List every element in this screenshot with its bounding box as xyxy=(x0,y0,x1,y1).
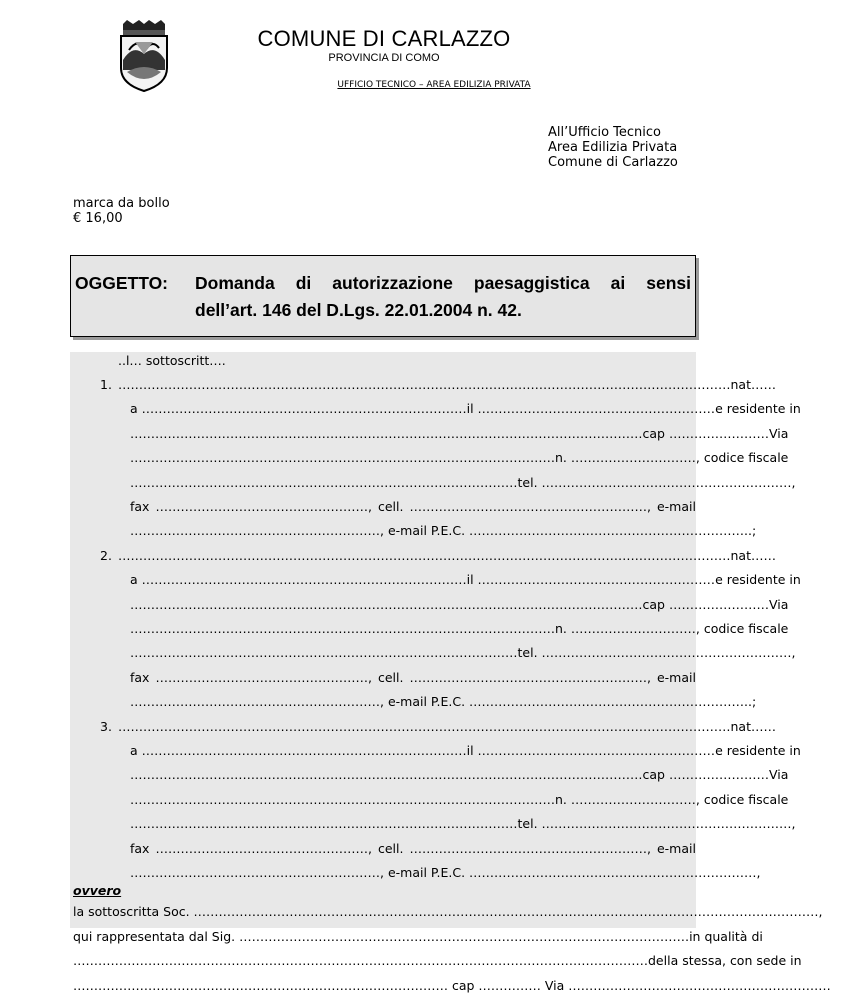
company-field-row[interactable] xyxy=(73,977,831,995)
form-field-text: tel. ……………………………………………………, xyxy=(517,645,796,661)
form-intro: ..l… sottoscritt…. xyxy=(118,353,226,368)
form-field-text: n. …………………………, codice fiscale xyxy=(555,621,789,636)
form-field-text: ……………………………………………………, e-mail P.E.C. …………………………………………………………..; xyxy=(130,523,757,539)
form-field-text: Via xyxy=(768,596,789,612)
person-1-field-row[interactable] xyxy=(118,376,776,394)
person-1-field-row[interactable] xyxy=(130,449,789,467)
person-2-field-row[interactable] xyxy=(118,547,776,565)
form-field-text: cap …………………… xyxy=(642,596,769,612)
office-heading: UFFICIO TECNICO – AREA EDILIZIA PRIVATA xyxy=(337,80,531,90)
subject-line-2: dell’art. 146 del D.Lgs. 22.01.2004 n. 42. xyxy=(195,300,522,320)
form-field-text: ………………………………………………………………………………………… xyxy=(130,450,555,466)
form-field-text: …………………………………………………, xyxy=(409,499,651,514)
person-2-field-row[interactable] xyxy=(130,620,789,638)
person-2-field-row[interactable] xyxy=(130,693,757,711)
municipality-title: COMUNE DI CARLAZZO xyxy=(257,26,511,51)
form-field-text: ………………………………………………………………………………………… xyxy=(130,791,555,807)
addressee-block xyxy=(548,125,678,170)
form-field-text: ……………………………………………………, e-mail P.E.C. …………………………………………………………..; xyxy=(130,694,757,710)
form-field-text: fax xyxy=(130,499,150,514)
form-field-text: a …………………………………………………………………… xyxy=(130,743,467,758)
person-2-field-row[interactable] xyxy=(130,596,789,614)
person-3-field-row[interactable] xyxy=(130,766,789,784)
form-field-text: Via xyxy=(768,425,789,441)
addressee-line: Area Edilizia Privata xyxy=(548,140,678,155)
form-field-text: ………………………………………………………………………………………… xyxy=(130,621,555,636)
form-field-text: ………………………………………………………………………………… xyxy=(130,816,518,832)
subject-label: OGGETTO: xyxy=(75,273,169,293)
company-field-row[interactable] xyxy=(73,952,802,970)
form-field-text: tel. ……………………………………………………, xyxy=(517,816,796,832)
form-field-text: fax xyxy=(130,669,150,685)
form-field-text: e-mail xyxy=(656,499,696,514)
person-3-field-row[interactable] xyxy=(130,815,796,833)
form-field-text: n. …………………………, codice fiscale xyxy=(555,791,789,807)
form-field-text: e residente in xyxy=(715,572,801,588)
form-field-text: ………………………………………………………………………………… xyxy=(130,474,518,490)
person-3-field-row[interactable] xyxy=(130,742,801,760)
stamp-amount: € 16,00 xyxy=(73,211,123,226)
person-1-field-row[interactable] xyxy=(130,498,696,516)
form-field-text: ……………………………………………, xyxy=(155,499,372,514)
form-field-text: qui rappresentata dal Sig. ……………………………………………………………………………………………… xyxy=(73,928,690,944)
form-field-text: …………………………………………………, xyxy=(409,669,651,685)
stamp-label: marca da bollo xyxy=(73,196,170,211)
form-field-text: e-mail xyxy=(656,669,696,685)
addressee-line: All’Ufficio Tecnico xyxy=(548,125,662,140)
form-field-text: a …………………………………………………………………… xyxy=(130,572,467,588)
person-1-field-row[interactable] xyxy=(130,400,801,418)
person-1-field-row[interactable] xyxy=(130,425,789,443)
form-field-text: …………………………………………………………………………………………………………… xyxy=(130,767,643,783)
addressee-line: Comune di Carlazzo xyxy=(548,155,678,170)
revenue-stamp-note xyxy=(73,196,170,226)
form-field-text: il ………………………………………………… xyxy=(466,743,716,758)
company-field-row[interactable] xyxy=(73,903,823,921)
person-3-field-row[interactable] xyxy=(130,840,696,858)
form-field-text: …………………………………………………………………………………………………………… xyxy=(130,596,643,612)
person-number: 1. xyxy=(100,377,112,392)
form-field-text: ………………………………………………………………………………………………………………………… xyxy=(73,953,648,969)
form-field-text: fax xyxy=(130,840,150,856)
person-3-field-row[interactable] xyxy=(130,864,761,882)
person-number: 2. xyxy=(100,547,112,563)
form-field-text: nat…… xyxy=(730,718,776,734)
form-field-text: e residente in xyxy=(715,743,801,758)
subject-box xyxy=(70,255,696,337)
form-field-text: della stessa, con sede in xyxy=(648,953,802,969)
form-field-text: in qualità di xyxy=(689,928,763,944)
form-field-text: …………………………………………………………………………………………………………… xyxy=(130,425,643,441)
form-field-text: cap …………………… xyxy=(642,767,769,783)
person-number: 3. xyxy=(100,718,112,734)
form-field-text: ………………………………………………………………………………… xyxy=(130,645,518,661)
form-field-text: e-mail xyxy=(656,840,696,856)
form-field-text: n. …………………………, codice fiscale xyxy=(555,450,789,466)
form-field-text: cell. xyxy=(377,840,404,856)
person-2-field-row[interactable] xyxy=(130,669,696,687)
form-field-text: ……………………………………………, xyxy=(155,840,372,856)
person-2-field-row[interactable] xyxy=(130,571,801,589)
ovvero-heading: ovvero xyxy=(73,883,122,899)
form-field-text: il ………………………………………………… xyxy=(466,401,716,417)
form-field-text: la sottoscritta Soc. ……………………………………………………………………………………………………………………………………, xyxy=(73,904,823,920)
province-subtitle: PROVINCIA DI COMO xyxy=(328,52,440,64)
company-field-row[interactable] xyxy=(73,928,763,946)
form-field-text: cell. xyxy=(377,669,404,685)
form-field-text: nat…… xyxy=(730,547,776,563)
form-field-text: a …………………………………………………………………… xyxy=(130,401,467,417)
person-3-field-row[interactable] xyxy=(118,718,776,736)
form-field-text: Via xyxy=(768,767,789,783)
form-field-text: …………………………………………………, xyxy=(409,840,651,856)
form-field-text: nat…… xyxy=(730,377,776,392)
form-field-text: ………………………………………………………………………………………………………………………………… xyxy=(118,547,731,563)
person-1-field-row[interactable] xyxy=(130,522,757,540)
form-field-text: ………………………………………………………………………………………………………………………………… xyxy=(118,718,731,734)
form-field-text: e residente in xyxy=(715,401,801,417)
form-field-text: ……………………………………………………, e-mail P.E.C. ……………………………………………………………, xyxy=(130,865,761,880)
form-field-text: ……………………………………………………………………………… cap …………… Via ……………………………………………………… xyxy=(73,977,831,993)
person-1-field-row[interactable] xyxy=(130,474,796,492)
form-field-text: il ………………………………………………… xyxy=(466,572,716,588)
form-field-text: ………………………………………………………………………………………………………………………………… xyxy=(118,377,731,392)
form-field-text: cell. xyxy=(377,499,404,514)
form-field-text: tel. ……………………………………………………, xyxy=(517,474,796,490)
form-field-text: ……………………………………………, xyxy=(155,669,372,685)
person-3-field-row[interactable] xyxy=(130,791,789,809)
form-field-text: cap …………………… xyxy=(642,425,769,441)
subject-line-1: Domanda di autorizzazione paesaggistica ai sensi xyxy=(195,273,691,293)
person-2-field-row[interactable] xyxy=(130,644,796,662)
